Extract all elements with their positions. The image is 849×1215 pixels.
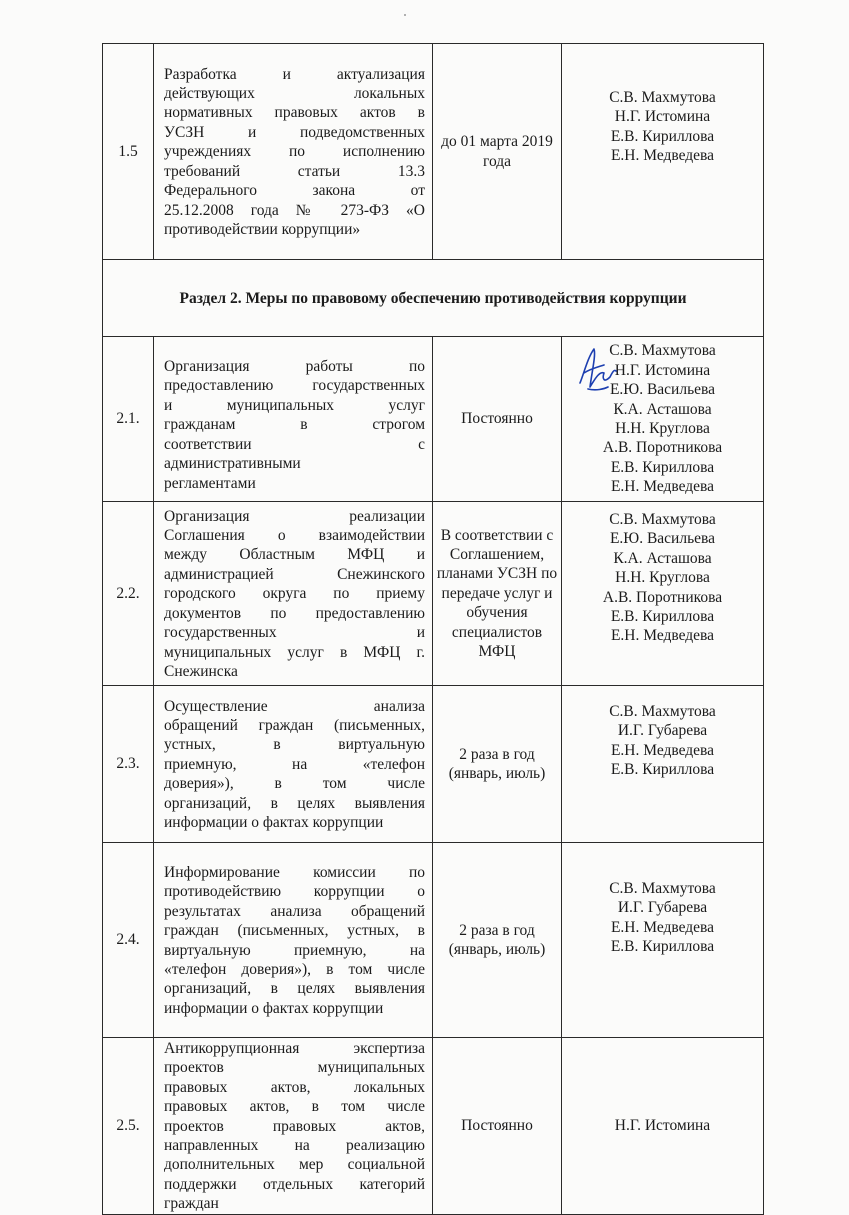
- row-description: [154, 686, 433, 843]
- description-line: граждан: [164, 1195, 219, 1213]
- scan-dot: [404, 14, 406, 16]
- description-line: организаций, в целях выявления: [164, 794, 425, 812]
- row-responsible: [562, 843, 764, 1038]
- responsible-name: С.В. Махмутова: [609, 703, 716, 720]
- row-term: 2 раза в год (январь, июль): [433, 686, 562, 843]
- description-line: Разработка и актуализация: [164, 65, 425, 83]
- description-line: и муниципальных услуг: [164, 396, 425, 414]
- table-row-2-3: [103, 686, 764, 843]
- description-line: правовых актов, в том числе: [164, 1098, 425, 1116]
- responsible-name: Е.В. Кириллова: [610, 761, 715, 779]
- row-number: 1.5: [103, 44, 154, 260]
- responsible-name: Е.Ю. Васильева: [609, 530, 716, 548]
- responsible-name: Н.Н. Круглова: [615, 569, 710, 587]
- row-responsible: [562, 686, 764, 843]
- responsible-name: Е.Н. Медведева: [610, 741, 715, 759]
- row-term: В соответствии с Соглашением, планами УСЗН по передаче услуг и обучения специалистов МФЦ: [433, 502, 562, 686]
- responsible-name: Е.Н. Медведева: [610, 918, 715, 936]
- row-responsible: [562, 502, 764, 686]
- description-line: правовых актов, локальных: [164, 1078, 425, 1096]
- row-responsible: [562, 1038, 764, 1215]
- responsible-name: А.В. Поротникова: [602, 439, 723, 457]
- responsible-name: К.А. Асташова: [613, 400, 712, 418]
- description-line: учреждениях по исполнению: [164, 143, 425, 161]
- description-line: приемную, на «телефон: [164, 755, 425, 773]
- responsible-name: Е.В. Кириллова: [610, 938, 715, 956]
- description-line: Организация реализации: [164, 507, 425, 525]
- description-line: доверия»), в том числе: [164, 775, 425, 793]
- responsible-name: Н.Г. Истомина: [614, 108, 711, 126]
- description-line: УСЗН и подведомственных: [164, 123, 425, 141]
- description-line: Информирование комиссии по: [164, 863, 425, 881]
- responsible-name: Е.Н. Медведева: [610, 147, 715, 165]
- anti-corruption-plan-table: [102, 43, 764, 1215]
- description-line: проектов правовых актов,: [164, 1117, 425, 1135]
- description-line: проектов муниципальных: [164, 1059, 425, 1077]
- table-row-2-4: [103, 843, 764, 1038]
- section-title: Раздел 2. Меры по правовому обеспечению противодействия коррупции: [103, 260, 764, 337]
- description-line: документов по предоставлению: [164, 604, 425, 622]
- row-description: [154, 44, 433, 260]
- description-line: соответствии с: [164, 435, 425, 453]
- responsible-name: И.Г. Губарева: [617, 899, 708, 917]
- responsible-name: Н.Г. Истомина: [614, 361, 711, 379]
- description-line: поддержки отдельных категорий: [164, 1175, 425, 1193]
- row-number: 2.2.: [103, 502, 154, 686]
- description-line: государственных и: [164, 624, 425, 642]
- description-line: дополнительных мер социальной: [164, 1156, 425, 1174]
- description-line: Федерального закона от: [164, 182, 425, 200]
- responsible-name: Е.Н. Медведева: [610, 627, 715, 645]
- table-row-2-1: [103, 337, 764, 502]
- row-term: 2 раза в год (январь, июль): [433, 843, 562, 1038]
- responsible-name: С.В. Махмутова: [609, 342, 716, 360]
- row-description: [154, 843, 433, 1038]
- responsible-name: Н.Г. Истомина: [614, 1117, 711, 1135]
- responsible-name: Н.Н. Круглова: [615, 420, 710, 437]
- description-line: обращений граждан (письменных,: [164, 716, 425, 734]
- section-header-row: [103, 260, 764, 337]
- row-number: 2.4.: [103, 843, 154, 1038]
- description-line: организаций, в целях выявления: [164, 980, 425, 998]
- row-term: до 01 марта 2019 года: [433, 44, 562, 260]
- description-line: муниципальных услуг в МФЦ г.: [164, 643, 425, 661]
- responsible-name: Е.Н. Медведева: [610, 478, 715, 496]
- table-row-2-2: [103, 502, 764, 686]
- description-line: предоставлению государственных: [164, 377, 425, 395]
- row-description: [154, 502, 433, 686]
- description-line: Организация работы по: [164, 358, 425, 376]
- description-line: результатах анализа обращений: [164, 902, 425, 920]
- row-responsible: [562, 44, 764, 260]
- responsible-name: С.В. Махмутова: [609, 511, 716, 528]
- description-line: направленных на реализацию: [164, 1137, 425, 1155]
- row-term: Постоянно: [433, 1038, 562, 1215]
- row-number: 2.3.: [103, 686, 154, 843]
- responsible-name: И.Г. Губарева: [617, 722, 708, 740]
- description-line: действующих локальных: [164, 85, 425, 103]
- row-responsible: [562, 337, 764, 502]
- responsible-name: А.В. Поротникова: [602, 588, 723, 606]
- description-line: информации о фактах коррупции: [164, 999, 384, 1017]
- description-line: Соглашения о взаимодействии: [164, 527, 425, 545]
- description-line: администрацией Снежинского: [164, 565, 425, 583]
- signature-icon: [574, 343, 622, 395]
- description-line: Осуществление анализа: [164, 697, 425, 715]
- description-line: 25.12.2008 года № 273-ФЗ «О: [164, 201, 425, 219]
- description-line: Антикоррупционная экспертиза: [164, 1040, 425, 1057]
- description-line: информации о фактах коррупции: [164, 814, 384, 832]
- description-line: Снежинска: [164, 662, 238, 680]
- responsible-name: К.А. Асташова: [613, 549, 712, 567]
- responsible-name: Е.Ю. Васильева: [609, 381, 716, 399]
- description-line: противодействию коррупции о: [164, 883, 425, 901]
- description-line: противодействии коррупции»: [164, 220, 361, 238]
- responsible-name: Е.В. Кириллова: [610, 127, 715, 145]
- description-line: регламентами: [164, 474, 256, 492]
- description-line: гражданам в строгом: [164, 416, 425, 434]
- row-number: 2.1.: [103, 337, 154, 502]
- description-line: «телефон доверия»), в том числе: [164, 960, 425, 978]
- description-line: между Областным МФЦ и: [164, 546, 425, 564]
- row-description: [154, 1038, 433, 1215]
- description-line: городского округа по приему: [164, 585, 425, 603]
- responsible-name: Е.В. Кириллова: [610, 608, 715, 626]
- description-line: виртуальную приемную, на: [164, 941, 425, 959]
- responsible-name: Е.В. Кириллова: [610, 458, 715, 476]
- table-row-2-5: [103, 1038, 764, 1215]
- table-row-1-5: [103, 44, 764, 260]
- row-term: Постоянно: [433, 337, 562, 502]
- description-line: нормативных правовых актов в: [164, 104, 425, 122]
- description-line: требований статьи 13.3: [164, 162, 425, 180]
- row-description: [154, 337, 433, 502]
- description-line: административными: [164, 455, 301, 473]
- responsible-name: С.В. Махмутова: [609, 89, 716, 106]
- description-line: устных, в виртуальную: [164, 736, 425, 754]
- row-number: 2.5.: [103, 1038, 154, 1215]
- description-line: граждан (письменных, устных, в: [164, 922, 425, 940]
- responsible-name: С.В. Махмутова: [609, 880, 716, 897]
